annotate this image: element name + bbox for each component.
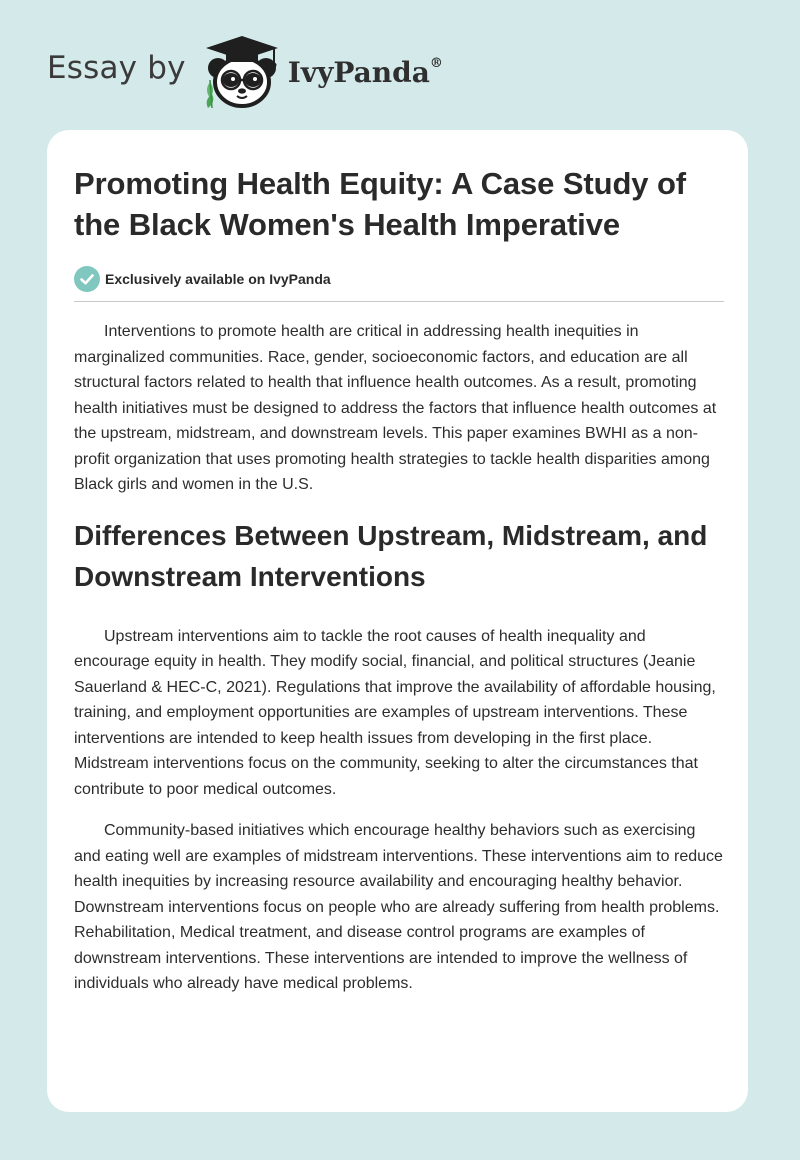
check-circle-icon: [74, 266, 100, 292]
page-title: Promoting Health Equity: A Case Study of the Black Women's Health Imperative: [74, 166, 687, 242]
brand-name: [288, 56, 443, 89]
section-heading: Differences Between Upstream, Midstream, and Downstream Interventions: [74, 519, 708, 592]
ivypanda-logo-icon[interactable]: [200, 30, 284, 110]
essay-by-label: Essay by: [47, 50, 186, 86]
essay-card: [47, 130, 748, 1112]
registered-mark: ®: [429, 56, 443, 72]
exclusive-badge-label: Exclusively available on IvyPanda: [105, 271, 331, 287]
title-divider: [74, 301, 724, 302]
intro-paragraph: Interventions to promote health are critical in addressing health inequities in marginalized communities. Race, gender, socioeconomic factors, and education are all structural factors related to health that influence health outcomes. As a result, promoting health initiatives must be designed to address the factors that influence health outcomes at the upstream, midstream, and downstream levels. This paper examines BWHI as a non-profit organization that uses promoting health strategies to tackle health disparities among Black girls and women in the U.S.: [74, 323, 717, 493]
body-paragraph-upstream: Upstream interventions aim to tackle the root causes of health inequality and encourage equity in health. They modify social, financial, and political structures (Jeanie Sauerland & HEC-C, 2021). Regulations that improve the availability of affordable housing, training, and employment opportunities are examples of upstream interventions. These interventions are intended to keep health issues from developing in the first place. Midstream interventions focus on the community, seeking to alter the circumstances that contribute to poor medical outcomes.: [74, 627, 716, 798]
brand-name-text: IvyPanda: [287, 55, 430, 89]
exclusive-badge: [74, 266, 724, 292]
site-header: [47, 30, 443, 110]
body-paragraph-midstream: Community-based initiatives which encourage healthy behaviors such as exercising and eating well are examples of midstream interventions. These interventions aim to reduce health inequities by increasing resource availability and encouraging healthy behavior. Downstream interventions focus on people who are already suffering from health problems. Rehabilitation, Medical treatment, and disease control programs are examples of downstream interventions. These interventions are intended to improve the wellness of individuals who already have medical problems.: [74, 822, 723, 992]
essay-content: [74, 163, 724, 997]
